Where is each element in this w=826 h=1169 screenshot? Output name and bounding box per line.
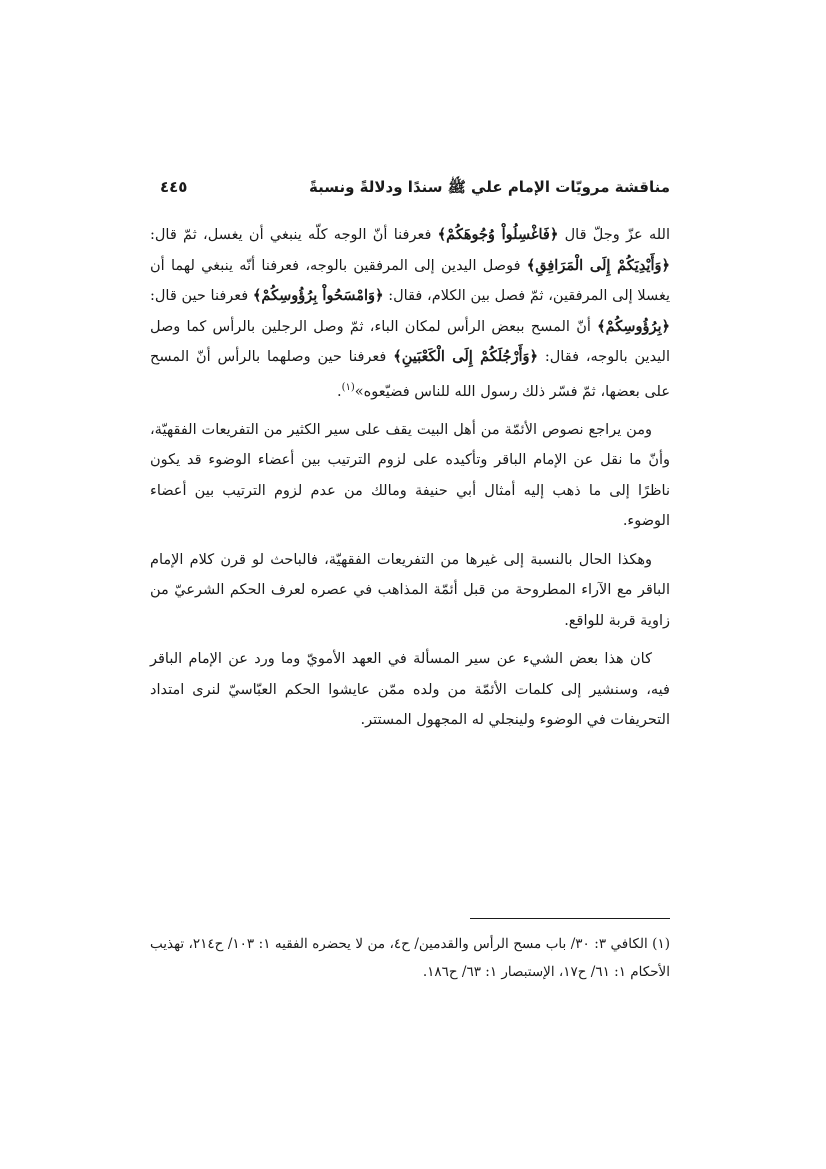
- paragraph-1: [150, 218, 670, 407]
- text-run: أنّ المسح ببعض الرأس لمكان الباء، ثمّ وصل الرجلين بالرأس كما وصل اليدين بالوجه، فقال:: [150, 318, 671, 365]
- paragraph-3: وهكذا الحال بالنسبة إلى غيرها من التفريعات الفقهيّة، فالباحث لو قرن كلام الإمام الباقر مع الآراء المطروحة من قبل أئمّة المذاهب في عصره لعرف الحكم الشرعيّ من زاوية قربة للواقع.: [150, 551, 670, 629]
- running-header: [160, 178, 670, 206]
- paragraph-2: ومن يراجع نصوص الأئمّة من أهل البيت يقف على سير الكثير من التفريعات الفقهيّة، وأنّ ما نقل عن الإمام الباقر وتأكيده على لزوم الترتيب بين أعضاء الوضوء قد يكون ناظرًا إلى ما ذهب إليه أمثال أبي حنيفة ومالك من عدم لزوم الترتيب بين أعضاء الوضوء.: [150, 421, 670, 530]
- text-run: الله عزّ وجلّ قال: [558, 227, 670, 243]
- text-run: فعرفنا أنّ الوجه كلّه ينبغي أن يغسل، ثمّ قال:: [150, 227, 438, 243]
- quran-quote: ﴿فَاغْسِلُواْ وُجُوهَكُمْ﴾: [437, 226, 559, 243]
- text-run: فعرفنا حين قال:: [150, 288, 253, 304]
- text-run: .: [337, 383, 342, 400]
- text-run: فعرفنا حين وصلهما بالرأس أنّ المسح على بعضها، ثمّ فسّر ذلك رسول الله للناس فضيّعوه»: [150, 349, 670, 400]
- footnote-divider: [470, 918, 670, 919]
- page-number: ٤٤٥: [160, 178, 188, 196]
- main-text: [150, 218, 670, 736]
- quran-quote: ﴿وَأَيْدِيَكُمْ إِلَى الْمَرَافِقِ﴾: [526, 256, 670, 274]
- paragraph-4: كان هذا بعض الشيء عن سير المسألة في العهد الأمويّ وما ورد عن الإمام الباقر فيه، وسنشير إلى كلمات الأئمّة من ولده ممّن عايشوا الحكم العبّاسيّ لنرى امتداد التحريفات في الوضوء ولينجلي له المجهول المستتر.: [150, 651, 670, 729]
- text-run: فوصل اليدين إلى المرفقين بالوجه، فعرفنا أنّه ينبغي لهما أن يغسلا إلى المرفقين، ثمّ فصل بين الكلام، فقال:: [150, 257, 671, 304]
- quran-quote: ﴿وَامْسَحُواْ بِرُؤُوسِكُمْ﴾: [252, 287, 384, 304]
- quran-quote: ﴿وَأَرْجُلَكُمْ إِلَى الْكَعْبَينِ﴾: [393, 348, 539, 365]
- footnote: (١) الكافي ٣: ٣٠/ باب مسح الرأس والقدمين/ ح٤، من لا يحضره الفقيه ١: ١٠٣/ ح٢١٤، تهذيب الأحكام ١: ٦١/ ح١٧، الإستبصار ١: ٦٣/ ح١٨٦.: [150, 936, 670, 980]
- quran-quote: ﴿بِرُؤُوسِكُمْ﴾: [597, 317, 670, 335]
- footnote-marker[interactable]: (١): [341, 381, 355, 393]
- header-title: مناقشة مرويّات الإمام علي ﷺ سندًا ودلالةً ونسبةً: [309, 178, 670, 196]
